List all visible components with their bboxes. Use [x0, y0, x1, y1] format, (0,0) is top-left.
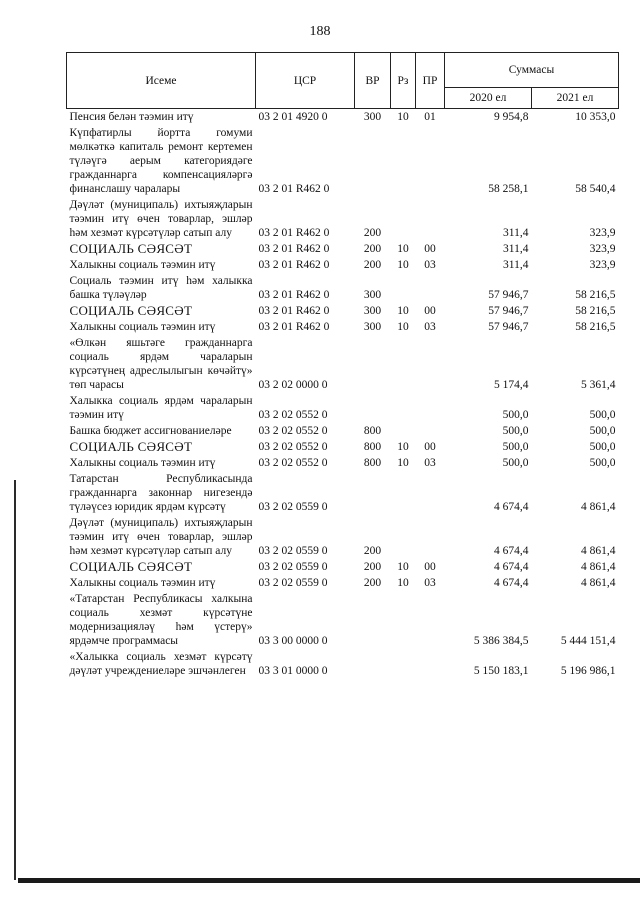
row-rz-code: 10	[397, 259, 409, 271]
row-name: Дәүләт (муниципаль) ихтыяҗларын тәэмин итү өчен товарлар, эшләр һәм хезмәт күрсәтүләр сатып алу	[69, 199, 253, 239]
header-year-2021: 2021 ел	[532, 88, 619, 109]
table-row	[67, 455, 619, 471]
row-amount-2021: 323,9	[589, 259, 616, 271]
row-rz-code: 10	[397, 441, 409, 453]
row-pr-code	[416, 393, 445, 423]
row-amount-2021: 4 861,4	[581, 545, 616, 557]
row-amount-2021: 58 216,5	[575, 305, 616, 317]
page-number: 188	[309, 24, 331, 39]
row-name: СОЦИАЛЬ СӘЯСӘТ	[69, 559, 193, 574]
table-row	[67, 335, 619, 393]
row-amount-2020: 5 150 183,1	[473, 665, 529, 677]
row-name: Татарстан Республикасында гражданнарга законнар нигезендә түләүсез юридик ярдәм күрсәтү	[69, 473, 253, 513]
row-vr-code: 800	[363, 441, 382, 453]
row-rz-code	[391, 125, 416, 197]
row-vr-code: 200	[363, 243, 382, 255]
table-row	[67, 319, 619, 335]
table-row	[67, 241, 619, 257]
row-name: Пенсия белән тәэмин итү	[69, 111, 194, 123]
row-pr-code	[416, 591, 445, 649]
row-vr-code	[355, 471, 391, 515]
row-csr-code: 03 2 02 0552 0	[258, 457, 328, 469]
row-csr-code: 03 2 02 0000 0	[258, 379, 328, 391]
row-vr-code	[355, 125, 391, 197]
row-pr-code	[416, 335, 445, 393]
table-row	[67, 515, 619, 559]
row-amount-2020: 4 674,4	[494, 577, 529, 589]
row-rz-code: 10	[397, 577, 409, 589]
row-name: Социаль тәэмин итү һәм халыкка башка түләүләр	[69, 275, 253, 301]
header-pr: ПР	[416, 53, 445, 109]
row-vr-code: 200	[363, 227, 382, 239]
table-row	[67, 303, 619, 319]
row-rz-code	[391, 273, 416, 303]
row-amount-2020: 4 674,4	[494, 545, 529, 557]
row-csr-code: 03 2 02 0559 0	[258, 545, 328, 557]
row-name: «Халыкка социаль хезмәт күрсәтү дәүләт учреждениеләре эшчәнлеген	[69, 651, 253, 677]
row-vr-code: 800	[363, 457, 382, 469]
row-amount-2020: 500,0	[502, 425, 529, 437]
table-row	[67, 471, 619, 515]
header-csr: ЦСР	[256, 53, 355, 109]
row-csr-code: 03 2 01 R462 0	[258, 289, 330, 301]
table-row	[67, 393, 619, 423]
row-rz-code	[391, 471, 416, 515]
table-row	[67, 257, 619, 273]
row-amount-2021: 5 361,4	[581, 379, 616, 391]
row-csr-code: 03 2 01 R462 0	[258, 183, 330, 195]
budget-table	[66, 52, 619, 679]
row-vr-code: 300	[363, 321, 382, 333]
row-csr-code: 03 2 02 0559 0	[258, 501, 328, 513]
row-csr-code: 03 2 01 R462 0	[258, 227, 330, 239]
row-pr-code: 03	[424, 259, 436, 271]
row-rz-code: 10	[397, 457, 409, 469]
row-amount-2020: 4 674,4	[494, 561, 529, 573]
row-rz-code	[391, 393, 416, 423]
row-pr-code	[416, 471, 445, 515]
header-name: Исеме	[67, 53, 256, 109]
row-vr-code: 300	[363, 305, 382, 317]
row-name: Дәүләт (муниципаль) ихтыяҗларын тәэмин итү өчен товарлар, эшләр һәм хезмәт күрсәтүләр сатып алу	[69, 517, 253, 557]
row-name: СОЦИАЛЬ СӘЯСӘТ	[69, 439, 193, 454]
table-row	[67, 423, 619, 439]
row-name: Башка бюджет ассигнованиеләре	[69, 425, 232, 437]
row-csr-code: 03 3 00 0000 0	[258, 635, 328, 647]
row-amount-2020: 57 946,7	[488, 305, 529, 317]
row-pr-code	[416, 197, 445, 241]
row-name: «Татарстан Республикасы халкына социаль хезмәт күрсәтүне модернизацияләү һәм үстерү» ярдәмче программасы	[69, 593, 253, 647]
row-rz-code: 10	[397, 305, 409, 317]
row-amount-2020: 500,0	[502, 441, 529, 453]
row-amount-2021: 4 861,4	[581, 561, 616, 573]
row-csr-code: 03 2 02 0559 0	[258, 577, 328, 589]
row-pr-code: 03	[424, 577, 436, 589]
row-amount-2020: 500,0	[502, 457, 529, 469]
row-amount-2020: 500,0	[502, 409, 529, 421]
row-rz-code	[391, 515, 416, 559]
header-year-2020: 2020 ел	[445, 88, 532, 109]
table-row	[67, 591, 619, 649]
row-csr-code: 03 2 02 0552 0	[258, 409, 328, 421]
row-vr-code: 200	[363, 545, 382, 557]
table-body	[67, 109, 619, 680]
row-csr-code: 03 2 01 R462 0	[258, 259, 330, 271]
row-vr-code	[355, 649, 391, 679]
row-pr-code: 00	[424, 441, 436, 453]
row-amount-2021: 4 861,4	[581, 501, 616, 513]
table-row	[67, 109, 619, 126]
row-amount-2021: 500,0	[589, 425, 616, 437]
row-vr-code: 300	[363, 289, 382, 301]
row-pr-code: 03	[424, 321, 436, 333]
row-csr-code: 03 2 01 4920 0	[258, 111, 328, 123]
row-name: Халыкны социаль тәэмин итү	[69, 321, 216, 333]
row-rz-code: 10	[397, 243, 409, 255]
table-row	[67, 125, 619, 197]
table-row	[67, 575, 619, 591]
row-amount-2020: 5 174,4	[494, 379, 529, 391]
table-row	[67, 197, 619, 241]
row-amount-2021: 5 196 986,1	[560, 665, 616, 677]
row-pr-code: 03	[424, 457, 436, 469]
row-amount-2021: 500,0	[589, 457, 616, 469]
row-amount-2021: 58 216,5	[575, 321, 616, 333]
row-rz-code	[391, 197, 416, 241]
row-amount-2020: 9 954,8	[494, 111, 529, 123]
row-amount-2020: 311,4	[503, 227, 529, 239]
row-amount-2021: 323,9	[589, 227, 616, 239]
table-row	[67, 649, 619, 679]
row-csr-code: 03 2 02 0552 0	[258, 441, 328, 453]
table-header	[67, 53, 619, 109]
row-csr-code: 03 2 01 R462 0	[258, 305, 330, 317]
row-rz-code	[391, 591, 416, 649]
row-amount-2021: 4 861,4	[581, 577, 616, 589]
row-name: СОЦИАЛЬ СӘЯСӘТ	[69, 241, 193, 256]
scan-left-edge	[14, 480, 16, 880]
row-name: «Өлкән яшьтәге гражданнарга социаль ярдәм чараларын күрсәтүнең адреслылыгын көчәйтү» төп чарасы	[69, 337, 253, 391]
row-amount-2020: 57 946,7	[488, 321, 529, 333]
row-amount-2021: 5 444 151,4	[560, 635, 616, 647]
row-amount-2021: 323,9	[589, 243, 616, 255]
row-name: Халыкны социаль тәэмин итү	[69, 259, 216, 271]
row-csr-code: 03 2 01 R462 0	[258, 243, 330, 255]
row-vr-code	[355, 335, 391, 393]
row-rz-code: 10	[397, 321, 409, 333]
row-name: Халыкны социаль тәэмин итү	[69, 577, 216, 589]
header-vr: ВР	[355, 53, 391, 109]
header-rz: Рз	[391, 53, 416, 109]
row-amount-2020: 5 386 384,5	[473, 635, 529, 647]
budget-table-container	[66, 52, 618, 679]
row-pr-code: 00	[424, 243, 436, 255]
row-name: СОЦИАЛЬ СӘЯСӘТ	[69, 303, 193, 318]
row-rz-code: 10	[397, 561, 409, 573]
row-vr-code	[355, 393, 391, 423]
row-amount-2020: 311,4	[503, 259, 529, 271]
row-rz-code	[391, 335, 416, 393]
row-amount-2021: 500,0	[589, 409, 616, 421]
row-vr-code: 200	[363, 577, 382, 589]
row-pr-code	[416, 423, 445, 439]
row-csr-code: 03 2 02 0559 0	[258, 561, 328, 573]
row-csr-code: 03 3 01 0000 0	[258, 665, 328, 677]
row-amount-2020: 4 674,4	[494, 501, 529, 513]
row-pr-code: 01	[424, 111, 436, 123]
row-rz-code	[391, 649, 416, 679]
row-name: Күпфатирлы йортта гомуми мөлкәткә капиталь ремонт кертемен түләүгә аерым категориядәге гражданнарга компенсацияләргә финанслашу чаралары	[69, 127, 253, 195]
row-vr-code: 300	[363, 111, 382, 123]
row-name: Халыкны социаль тәэмин итү	[69, 457, 216, 469]
row-name: Халыкка социаль ярдәм чараларын тәэмин итү	[69, 395, 253, 421]
row-csr-code: 03 2 01 R462 0	[258, 321, 330, 333]
row-vr-code	[355, 591, 391, 649]
row-pr-code	[416, 125, 445, 197]
row-amount-2021: 10 353,0	[575, 111, 616, 123]
row-pr-code	[416, 273, 445, 303]
row-csr-code: 03 2 02 0552 0	[258, 425, 328, 437]
row-amount-2020: 311,4	[503, 243, 529, 255]
row-vr-code: 200	[363, 259, 382, 271]
header-sums: Суммасы	[445, 53, 619, 88]
row-rz-code: 10	[397, 111, 409, 123]
row-vr-code: 200	[363, 561, 382, 573]
row-amount-2021: 58 540,4	[575, 183, 616, 195]
row-pr-code: 00	[424, 561, 436, 573]
table-row	[67, 273, 619, 303]
row-rz-code	[391, 423, 416, 439]
row-amount-2021: 500,0	[589, 441, 616, 453]
row-pr-code	[416, 649, 445, 679]
row-amount-2020: 57 946,7	[488, 289, 529, 301]
table-row	[67, 559, 619, 575]
scan-bottom-edge	[18, 878, 640, 883]
table-row	[67, 439, 619, 455]
row-amount-2020: 58 258,1	[488, 183, 529, 195]
row-amount-2021: 58 216,5	[575, 289, 616, 301]
row-pr-code	[416, 515, 445, 559]
row-vr-code: 800	[363, 425, 382, 437]
row-pr-code: 00	[424, 305, 436, 317]
